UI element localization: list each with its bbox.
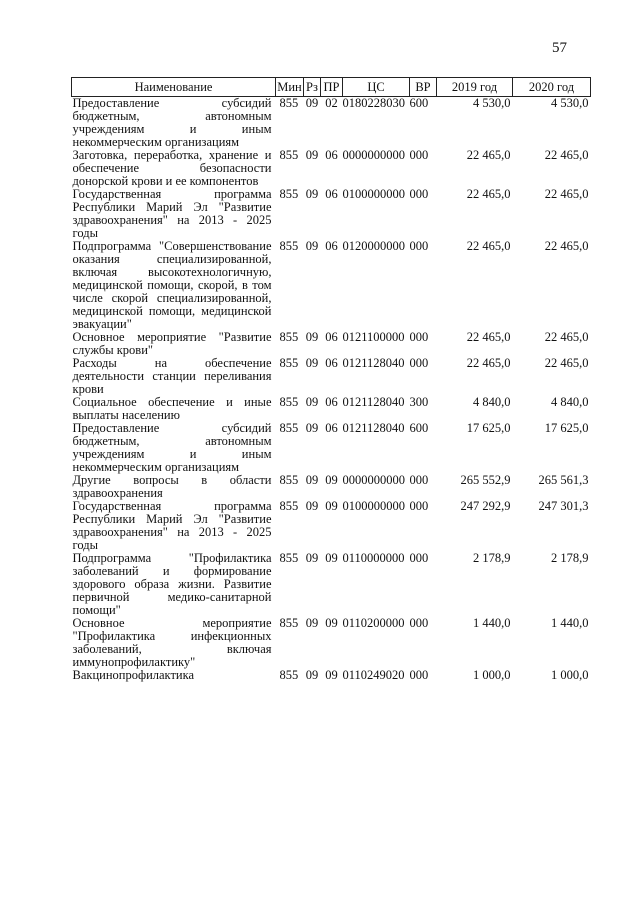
row-rz: 09 [305, 421, 319, 435]
row-vr: 000 [409, 148, 429, 162]
row-rz: 09 [305, 239, 319, 253]
header-rz: Рз [304, 78, 321, 97]
row-amount-2019: 265 552,9 [460, 473, 511, 487]
row-name: Государственная программа Республики Марий Эл "Развитие здравоохранения" на 2013 - 2025 годы [72, 499, 272, 552]
row-amount-2020: 1 000,0 [551, 668, 589, 682]
row-pr: 09 [325, 616, 338, 630]
row-name: Предоставление субсидий бюджетным, автономным учреждениям и иным некоммерческим организациям [72, 96, 272, 149]
row-vr: 000 [409, 473, 429, 487]
row-pr: 06 [325, 356, 338, 370]
header-vr: ВР [410, 78, 437, 97]
table-body [72, 97, 591, 683]
row-name: Заготовка, переработка, хранение и обеспечение безопасности донорской крови и ее компонентов [72, 148, 272, 188]
row-rz: 09 [305, 668, 319, 682]
budget-table [71, 77, 591, 682]
row-rz: 09 [305, 616, 319, 630]
row-min: 855 [279, 473, 299, 487]
row-name: Другие вопросы в области здравоохранения [72, 473, 272, 500]
row-amount-2020: 22 465,0 [544, 330, 589, 344]
row-min: 855 [279, 330, 299, 344]
row-rz: 09 [305, 330, 319, 344]
row-name: Вакцинопрофилактика [72, 668, 195, 682]
row-pr: 06 [325, 395, 338, 409]
table-row [72, 149, 591, 188]
row-vr: 000 [409, 551, 429, 565]
row-cs: 0120000000 [342, 239, 405, 253]
row-rz: 09 [305, 187, 319, 201]
row-amount-2020: 247 301,3 [538, 499, 589, 513]
row-cs: 0121128040 [342, 421, 405, 435]
row-amount-2019: 1 000,0 [473, 668, 511, 682]
row-amount-2020: 22 465,0 [544, 148, 589, 162]
row-rz: 09 [305, 473, 319, 487]
row-pr: 06 [325, 187, 338, 201]
table-row [72, 331, 591, 357]
row-amount-2019: 22 465,0 [466, 187, 511, 201]
row-rz: 09 [305, 148, 319, 162]
table-row [72, 188, 591, 240]
row-amount-2019: 22 465,0 [466, 356, 511, 370]
row-pr: 09 [325, 551, 338, 565]
row-amount-2019: 22 465,0 [466, 148, 511, 162]
table-row [72, 396, 591, 422]
row-min: 855 [279, 356, 299, 370]
row-vr: 000 [409, 356, 429, 370]
table-row [72, 240, 591, 331]
row-cs: 0121128040 [342, 356, 405, 370]
row-amount-2020: 22 465,0 [544, 356, 589, 370]
table-header [72, 78, 591, 97]
row-cs: 0100000000 [342, 187, 405, 201]
row-pr: 09 [325, 499, 338, 513]
row-min: 855 [279, 499, 299, 513]
row-amount-2020: 17 625,0 [544, 421, 589, 435]
row-rz: 09 [305, 356, 319, 370]
row-pr: 02 [325, 96, 338, 110]
row-pr: 09 [325, 473, 338, 487]
row-cs: 0000000000 [342, 148, 405, 162]
row-amount-2020: 4 530,0 [551, 96, 589, 110]
row-min: 855 [279, 187, 299, 201]
row-name: Расходы на обеспечение деятельности станции переливания крови [72, 356, 272, 396]
row-name: Государственная программа Республики Марий Эл "Развитие здравоохранения" на 2013 - 2025 годы [72, 187, 272, 240]
row-amount-2019: 2 178,9 [473, 551, 511, 565]
table-row [72, 552, 591, 617]
row-name: Основное мероприятие "Развитие службы крови" [72, 330, 272, 357]
table-row [72, 500, 591, 552]
row-min: 855 [279, 551, 299, 565]
row-cs: 0121100000 [342, 330, 405, 344]
row-vr: 000 [409, 499, 429, 513]
row-amount-2020: 1 440,0 [551, 616, 589, 630]
table-row [72, 422, 591, 474]
row-amount-2019: 4 530,0 [473, 96, 511, 110]
table-row [72, 617, 591, 669]
row-cs: 0121128040 [342, 395, 405, 409]
row-cs: 0110000000 [342, 551, 405, 565]
row-min: 855 [279, 421, 299, 435]
row-cs: 0110200000 [342, 616, 405, 630]
header-2019: 2019 год [437, 78, 513, 97]
row-vr: 600 [409, 421, 429, 435]
header-cs: ЦС [343, 78, 410, 97]
row-pr: 06 [325, 239, 338, 253]
row-vr: 600 [409, 96, 429, 110]
row-pr: 06 [325, 330, 338, 344]
row-min: 855 [279, 96, 299, 110]
table-row [72, 669, 591, 682]
table-row [72, 357, 591, 396]
row-pr: 09 [325, 668, 338, 682]
row-cs: 0000000000 [342, 473, 405, 487]
row-amount-2019: 22 465,0 [466, 239, 511, 253]
row-vr: 300 [409, 395, 429, 409]
table-row [72, 474, 591, 500]
row-amount-2019: 1 440,0 [473, 616, 511, 630]
row-vr: 000 [409, 668, 429, 682]
row-rz: 09 [305, 395, 319, 409]
row-amount-2020: 22 465,0 [544, 187, 589, 201]
row-name: Социальное обеспечение и иные выплаты населению [72, 395, 272, 422]
row-min: 855 [279, 148, 299, 162]
row-amount-2020: 2 178,9 [551, 551, 589, 565]
row-name: Подпрограмма "Профилактика заболеваний и формирование здорового образа жизни. Развитие первичной медико-санитарной помощи" [72, 551, 272, 617]
row-min: 855 [279, 239, 299, 253]
row-rz: 09 [305, 96, 319, 110]
row-min: 855 [279, 668, 299, 682]
row-cs: 0110249020 [342, 668, 405, 682]
row-name: Основное мероприятие "Профилактика инфекционных заболеваний, включая иммунопрофилактику" [72, 616, 272, 669]
row-vr: 000 [409, 187, 429, 201]
row-rz: 09 [305, 551, 319, 565]
row-min: 855 [279, 395, 299, 409]
row-vr: 000 [409, 330, 429, 344]
header-name: Наименование [72, 78, 276, 97]
row-amount-2020: 22 465,0 [544, 239, 589, 253]
row-amount-2019: 17 625,0 [466, 421, 511, 435]
row-pr: 06 [325, 421, 338, 435]
header-pr: ПР [321, 78, 343, 97]
row-amount-2019: 4 840,0 [473, 395, 511, 409]
table-row [72, 97, 591, 150]
row-amount-2020: 265 561,3 [538, 473, 589, 487]
row-vr: 000 [409, 239, 429, 253]
row-amount-2019: 247 292,9 [460, 499, 511, 513]
row-name: Подпрограмма "Совершенствование оказания специализированной, включая высокотехнологичную, медицинской помощи, скорой, в том числе скорой специализированной, медицинской помощи, медицинской эвакуации" [72, 239, 272, 331]
row-vr: 000 [409, 616, 429, 630]
row-min: 855 [279, 616, 299, 630]
row-rz: 09 [305, 499, 319, 513]
header-min: Мин [276, 78, 304, 97]
row-name: Предоставление субсидий бюджетным, автономным учреждениям и иным некоммерческим организациям [72, 421, 272, 474]
row-cs: 0100000000 [342, 499, 405, 513]
page-number: 57 [552, 40, 567, 56]
row-amount-2019: 22 465,0 [466, 330, 511, 344]
row-cs: 0180228030 [342, 96, 405, 110]
row-amount-2020: 4 840,0 [551, 395, 589, 409]
row-pr: 06 [325, 148, 338, 162]
header-2020: 2020 год [513, 78, 591, 97]
